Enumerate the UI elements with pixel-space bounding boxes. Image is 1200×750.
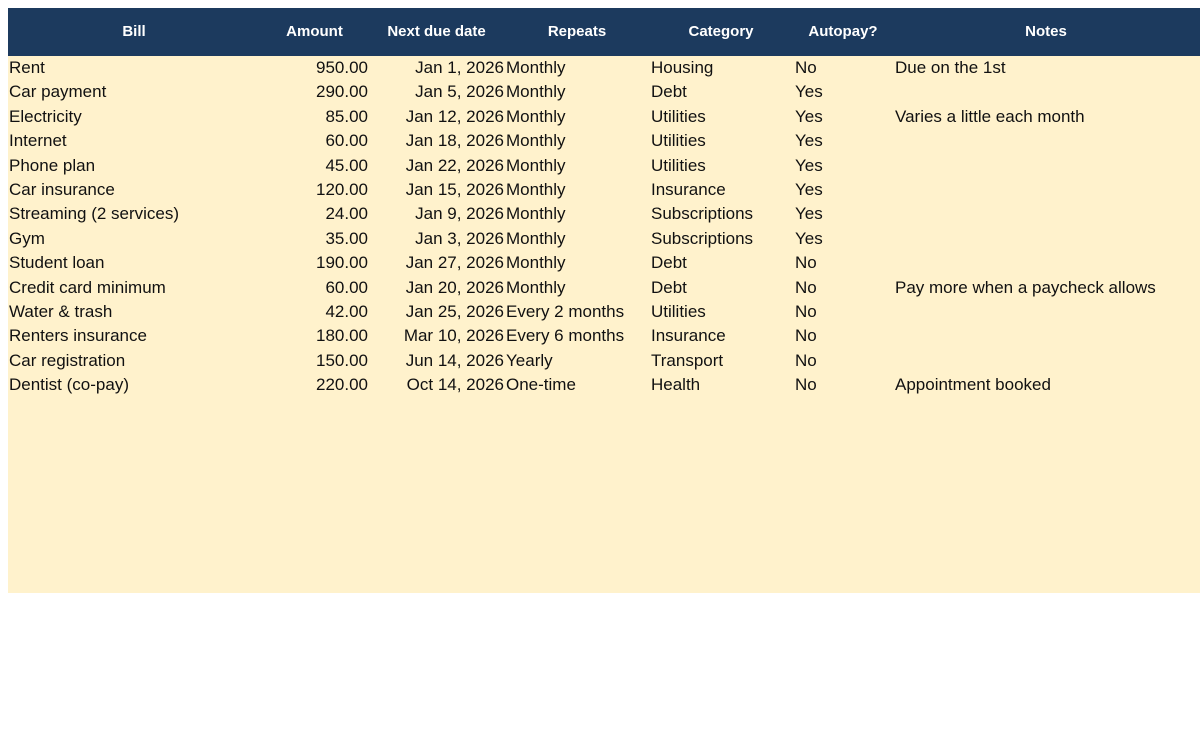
due-date-cell[interactable]: Jun 14, 2026 xyxy=(405,350,504,370)
amount-cell[interactable]: 85.00 xyxy=(325,106,368,126)
autopay-cell[interactable]: No xyxy=(795,277,817,297)
autopay-cell[interactable]: Yes xyxy=(795,179,823,199)
category-cell[interactable]: Utilities xyxy=(651,106,706,126)
amount-cell[interactable]: 24.00 xyxy=(325,204,368,224)
category-cell[interactable]: Housing xyxy=(651,58,714,77)
autopay-cell[interactable]: No xyxy=(795,58,817,77)
bill-cell[interactable]: Student loan xyxy=(9,253,105,273)
table-row xyxy=(8,373,1200,397)
due-date-cell[interactable]: Jan 5, 2026 xyxy=(415,82,504,102)
table-row xyxy=(8,349,1200,373)
repeats-cell[interactable]: Every 2 months xyxy=(506,301,625,321)
category-cell[interactable]: Debt xyxy=(651,253,687,273)
table-row xyxy=(8,227,1200,251)
autopay-cell[interactable]: No xyxy=(795,301,817,321)
notes-cell[interactable]: Pay more when a paycheck allows xyxy=(895,277,1156,297)
autopay-cell[interactable]: Yes xyxy=(795,106,823,126)
table-row xyxy=(8,56,1200,80)
table-row xyxy=(8,276,1200,300)
amount-cell[interactable]: 150.00 xyxy=(316,350,368,370)
amount-cell[interactable]: 60.00 xyxy=(325,131,368,151)
repeats-cell[interactable]: One-time xyxy=(506,375,576,395)
column-header-next-due-date[interactable]: Next due date xyxy=(387,23,486,40)
repeats-cell[interactable]: Monthly xyxy=(506,253,566,273)
table-row xyxy=(8,154,1200,178)
repeats-cell[interactable]: Every 6 months xyxy=(506,326,625,346)
table-row xyxy=(8,178,1200,202)
category-cell[interactable]: Health xyxy=(651,375,701,395)
category-cell[interactable]: Utilities xyxy=(651,301,706,321)
amount-cell[interactable]: 42.00 xyxy=(325,301,368,321)
table-row xyxy=(8,251,1200,275)
table-row xyxy=(8,300,1200,324)
bill-cell[interactable]: Rent xyxy=(9,58,45,77)
autopay-cell[interactable]: Yes xyxy=(795,228,823,248)
column-header-category[interactable]: Category xyxy=(688,23,754,40)
amount-cell[interactable]: 60.00 xyxy=(325,277,368,297)
category-cell[interactable]: Debt xyxy=(651,82,687,102)
header-row xyxy=(8,8,1200,56)
table-row xyxy=(8,129,1200,153)
amount-cell[interactable]: 220.00 xyxy=(316,375,368,395)
repeats-cell[interactable]: Monthly xyxy=(506,228,566,248)
bill-cell[interactable]: Internet xyxy=(9,131,67,151)
due-date-cell[interactable]: Jan 22, 2026 xyxy=(405,155,504,175)
bill-cell[interactable]: Renters insurance xyxy=(9,326,147,346)
repeats-cell[interactable]: Yearly xyxy=(506,350,553,370)
due-date-cell[interactable]: Oct 14, 2026 xyxy=(406,375,504,395)
autopay-cell[interactable]: Yes xyxy=(795,204,823,224)
repeats-cell[interactable]: Monthly xyxy=(506,179,566,199)
notes-cell[interactable]: Varies a little each month xyxy=(895,106,1085,126)
autopay-cell[interactable]: No xyxy=(795,326,817,346)
amount-cell[interactable]: 45.00 xyxy=(325,155,368,175)
bill-cell[interactable]: Credit card minimum xyxy=(9,277,166,297)
due-date-cell[interactable]: Jan 27, 2026 xyxy=(405,253,504,273)
repeats-cell[interactable]: Monthly xyxy=(506,155,566,175)
autopay-cell[interactable]: No xyxy=(795,350,817,370)
category-cell[interactable]: Insurance xyxy=(651,326,726,346)
category-cell[interactable]: Subscriptions xyxy=(651,228,754,248)
amount-cell[interactable]: 180.00 xyxy=(316,326,368,346)
repeats-cell[interactable]: Monthly xyxy=(506,58,566,77)
bill-cell[interactable]: Car insurance xyxy=(9,179,115,199)
table-row xyxy=(8,324,1200,348)
category-cell[interactable]: Utilities xyxy=(651,155,706,175)
autopay-cell[interactable]: Yes xyxy=(795,155,823,175)
bill-cell[interactable]: Water & trash xyxy=(9,301,113,321)
column-header-amount[interactable]: Amount xyxy=(286,23,343,40)
bill-cell[interactable]: Car registration xyxy=(9,350,126,370)
category-cell[interactable]: Subscriptions xyxy=(651,204,754,224)
amount-cell[interactable]: 950.00 xyxy=(316,58,368,77)
due-date-cell[interactable]: Jan 18, 2026 xyxy=(405,131,504,151)
autopay-cell[interactable]: No xyxy=(795,375,817,395)
notes-cell[interactable]: Appointment booked xyxy=(895,375,1051,395)
due-date-cell[interactable]: Mar 10, 2026 xyxy=(403,326,504,346)
due-date-cell[interactable]: Jan 15, 2026 xyxy=(405,179,504,199)
column-header-repeats[interactable]: Repeats xyxy=(547,23,607,40)
category-cell[interactable]: Insurance xyxy=(651,179,726,199)
amount-cell[interactable]: 120.00 xyxy=(316,179,368,199)
column-header-autopay[interactable]: Autopay? xyxy=(808,23,878,40)
category-cell[interactable]: Transport xyxy=(651,350,724,370)
autopay-cell[interactable]: Yes xyxy=(795,131,823,151)
bill-cell[interactable]: Gym xyxy=(9,228,45,248)
bill-cell[interactable]: Phone plan xyxy=(9,155,96,175)
repeats-cell[interactable]: Monthly xyxy=(506,106,566,126)
notes-cell[interactable]: Due on the 1st xyxy=(895,58,1006,77)
bill-cell[interactable]: Dentist (co-pay) xyxy=(9,375,129,395)
repeats-cell[interactable]: Monthly xyxy=(506,131,566,151)
amount-cell[interactable]: 35.00 xyxy=(325,228,368,248)
table-row xyxy=(8,202,1200,226)
autopay-cell[interactable]: Yes xyxy=(795,82,823,102)
due-date-cell[interactable]: Jan 25, 2026 xyxy=(405,301,504,321)
repeats-cell[interactable]: Monthly xyxy=(506,82,566,102)
column-header-bill[interactable]: Bill xyxy=(122,23,146,40)
due-date-cell[interactable]: Jan 3, 2026 xyxy=(415,228,504,248)
table-body xyxy=(8,56,1200,397)
due-date-cell[interactable]: Jan 9, 2026 xyxy=(415,204,504,224)
bills-spreadsheet xyxy=(8,8,1200,593)
table-row xyxy=(8,105,1200,129)
amount-cell[interactable]: 290.00 xyxy=(316,82,368,102)
repeats-cell[interactable]: Monthly xyxy=(506,277,566,297)
column-header-notes[interactable]: Notes xyxy=(1025,23,1067,40)
due-date-cell[interactable]: Jan 12, 2026 xyxy=(405,106,504,126)
due-date-cell[interactable]: Jan 1, 2026 xyxy=(415,58,504,77)
category-cell[interactable]: Debt xyxy=(651,277,687,297)
bill-cell[interactable]: Car payment xyxy=(9,82,107,102)
bill-cell[interactable]: Streaming (2 services) xyxy=(9,204,180,224)
table-row xyxy=(8,80,1200,104)
due-date-cell[interactable]: Jan 20, 2026 xyxy=(405,277,504,297)
amount-cell[interactable]: 190.00 xyxy=(316,253,368,273)
autopay-cell[interactable]: No xyxy=(795,253,817,273)
repeats-cell[interactable]: Monthly xyxy=(506,204,566,224)
category-cell[interactable]: Utilities xyxy=(651,131,706,151)
bill-cell[interactable]: Electricity xyxy=(9,106,82,126)
